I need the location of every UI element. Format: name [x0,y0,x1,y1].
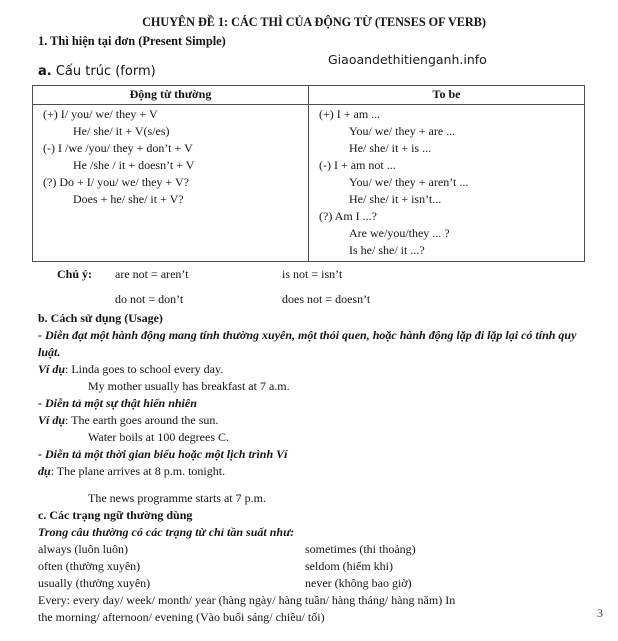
note-item: does not = doesn’t [282,292,371,306]
note-item: are not = aren’t [115,267,189,281]
subsection-c-heading: c. Các trạng ngữ thường dùng [38,508,193,522]
table-cell-ordinary-verb [33,105,309,262]
table-header-to-be: To be [309,86,585,105]
table-line: You/ we/ they + aren’t ... [349,175,469,189]
watermark-site-name: Giaoandethitienganh.info [328,52,487,67]
table-line: He /she / it + doesn’t + V [73,158,195,172]
example-label: Ví dụ [38,413,66,427]
every-expressions-line-1: Every: every day/ week/ month/ year (hàng ngày/ hàng tuần/ hàng tháng/ hàng năm) In [38,593,456,607]
adverb-list [38,541,590,592]
adverb-item: sometimes (thi thoảng) [305,542,416,556]
note-item: is not = isn’t [282,267,343,281]
table-line: Does + he/ she/ it + V? [73,192,184,206]
note-label: Chú ý: [57,267,93,281]
example-3b: The news programme starts at 7 p.m. [88,491,266,505]
adverb-item: always (luôn luôn) [38,542,128,556]
page-number: 3 [597,606,603,620]
table-cell-to-be [309,105,585,262]
usage-rule-2: - Diễn tả một sự thật hiển nhiên [38,396,197,410]
table-line: (+) I + am ... [319,107,381,121]
subsection-a-heading [38,63,590,80]
note-spacer [38,291,115,308]
table-line: (-) I + am not ... [319,158,396,172]
section-heading-present-simple: 1. Thì hiện tại đơn (Present Simple) [38,34,226,48]
example-text: : The earth goes around the sun. [65,413,219,427]
adverb-item: never (không bao giờ) [305,576,412,590]
table-line: He/ she/ it + V(s/es) [73,124,170,138]
form-table [32,85,585,262]
subsection-b-heading: b. Cách sử dụng (Usage) [38,311,163,325]
adverb-item: often (thường xuyên) [38,559,141,573]
adverbs-intro: Trong câu thường có các trạng từ chỉ tần suất như: [38,525,295,539]
example-label: Ví dụ [38,362,66,376]
table-line: (+) I/ you/ we/ they + V [43,107,158,121]
adverb-item: seldom (hiếm khi) [305,559,393,573]
example-2b: Water boils at 100 degrees C. [88,430,229,444]
subsection-a-label: a. [38,64,52,79]
example-text: : The plane arrives at 8 p.m. tonight. [50,464,226,478]
example-text: : Linda goes to school every day. [65,362,224,376]
table-line: Is he/ she/ it ...? [349,243,425,257]
table-line: He/ she/ it + is ... [349,141,432,155]
table-line: (?) Do + I/ you/ we/ they + V? [43,175,189,189]
form-table-body-row [33,105,585,262]
example-1 [38,361,590,378]
note-row [38,266,590,283]
adverb-item: usually (thường xuyên) [38,576,151,590]
table-line: He/ she/ it + isn’t... [349,192,442,206]
example-3 [38,463,590,480]
every-expressions-line-2: the morning/ afternoon/ evening (Vào buổi sáng/ chiều/ tối) [38,610,325,624]
note-row [38,291,590,308]
table-line: (-) I /we /you/ they + don’t + V [43,141,193,155]
table-line: Are we/you/they ... ? [349,226,450,240]
example-1b: My mother usually has breakfast at 7 a.m. [88,379,290,393]
table-header-ordinary-verb: Động từ thường [33,86,309,105]
example-label: dụ [38,464,51,478]
form-table-header-row [33,86,585,105]
table-line: (?) Am I ...? [319,209,377,223]
usage-rule-1: - Diễn đạt một hành động mang tính thường xuyên, một thói quen, hoặc hành động lặp đi lặp lại có tính quy luật. [38,328,577,359]
subsection-a-text: Cấu trúc (form) [51,64,156,79]
example-2 [38,412,590,429]
document-title: CHUYÊN ĐỀ 1: CÁC THÌ CỦA ĐỘNG TỪ (TENSES OF VERB) [142,15,486,29]
note-item: do not = don’t [115,292,184,306]
usage-rule-3: - Diễn tả một thời gian biểu hoặc một lịch trình Ví [38,447,288,461]
table-line: You/ we/ they + are ... [349,124,456,138]
